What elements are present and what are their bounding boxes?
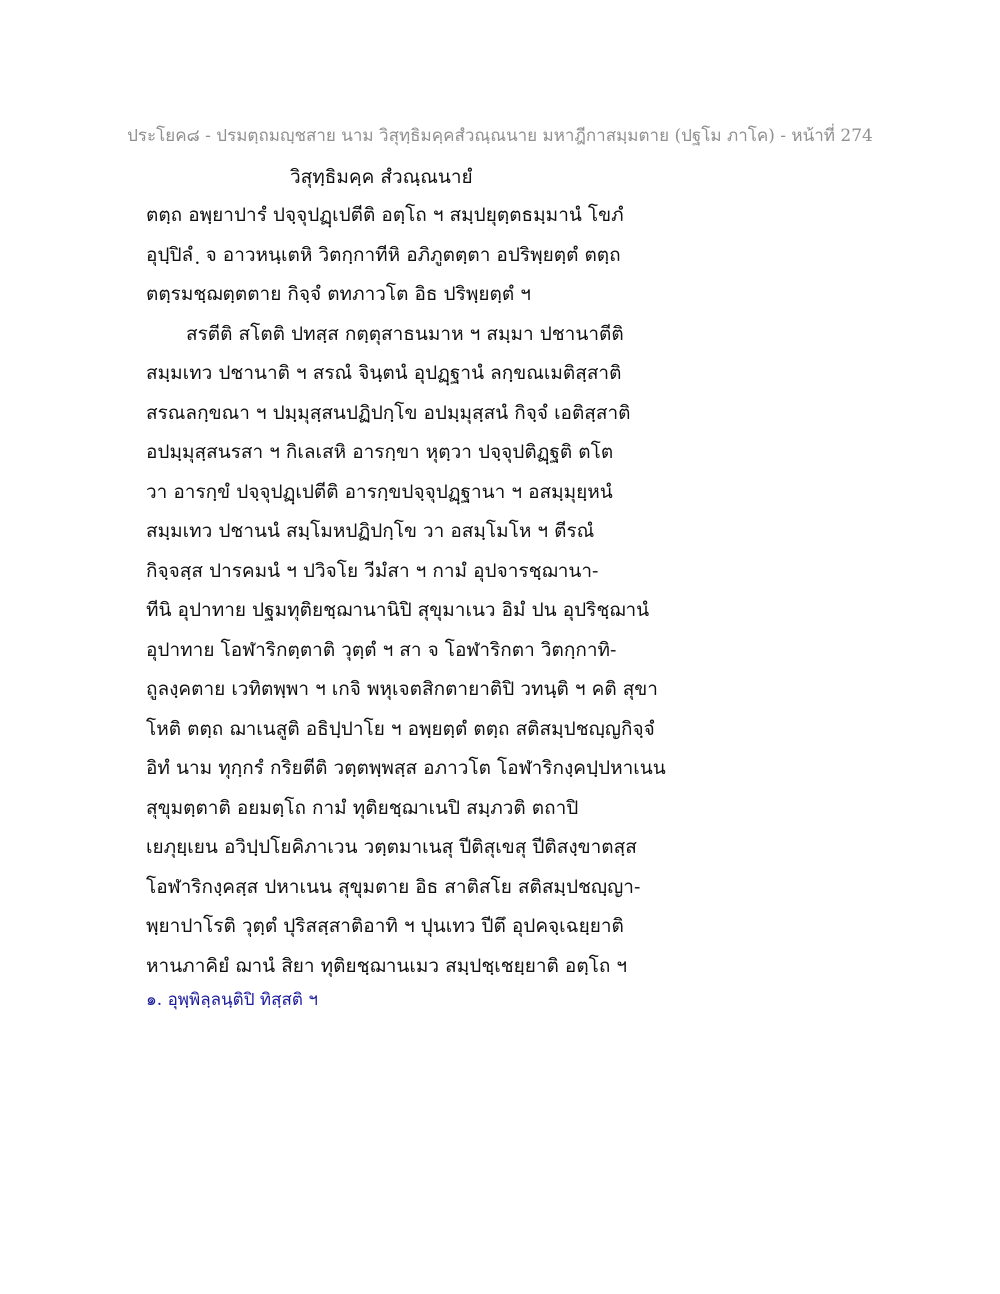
body-line: หานภาคิยํ ฌานํ สิยา ทุติยชฺฌานเมว สมฺปชฺเชยฺยาติ อตฺโถ ฯ — [146, 954, 628, 977]
body-line: โอฬาริกงฺคสฺส ปหาเนน สุขุมตาย อิธ สาติสโย สติสมฺปชญฺญา- — [146, 875, 641, 898]
body-line: สุขุมตฺตาติ อยมตฺโถ กามํ ทุติยชฺฌาเนปิ สมฺภวติ ตถาปิ — [146, 796, 579, 819]
footnote: ๑. อุพฺพิลฺลนฺติปิ ทิสฺสติ ฯ — [146, 990, 318, 1010]
body-line: ถูลงฺคตาย เวทิตพฺพา ฯ เกจิ พหุเจตสิกตายาติปิ วทนฺติ ฯ คติ สุขา — [146, 678, 658, 700]
body-line: สมฺมเทว ปชานนํ สมฺโมหปฏิปกฺโข วา อสมฺโมโห ฯ ตีรณํ — [146, 520, 595, 542]
body-line: สมฺมเทว ปชานาติ ฯ สรณํ จินฺตนํ อุปฏฺฐานํ ลกฺขณเมติสฺสาติ — [146, 362, 622, 384]
body-line: อุปาทาย โอฬาริกตฺตาติ วุตฺตํ ฯ สา จ โอฬาริกตา วิตกฺกาทิ- — [146, 638, 617, 661]
body-line: ตตฺถ อพฺยาปารํ ปจฺจุปฏฺเปตีติ อตฺโถ ฯ สมฺปยุตฺตธมฺมานํ โขภํ — [146, 204, 624, 226]
body-line: เยภุยฺเยน อวิปฺปโยคิภาเวน วตฺตมาเนสุ ปีติสุเขสุ ปีติสงฺขาตสฺส — [146, 836, 637, 858]
body-line: วา อารกฺขํ ปจฺจุปฏฺเปตีติ อารกฺขปจฺจุปฏฺฐานา ฯ อสมฺมุยฺหนํ — [146, 480, 613, 503]
body-line: โหติ ตตฺถ ฌาเนสูติ อธิปฺปาโย ฯ อพฺยตฺตํ ตตฺถ สติสมฺปชญฺญกิจฺจํ — [146, 717, 655, 740]
body-line: สรณลกฺขณา ฯ ปมฺมุสฺสนปฏิปกฺโข อปมฺมุสฺสนํ กิจฺจํ เอติสฺสาติ — [146, 401, 631, 424]
body-text — [146, 202, 866, 992]
body-line: อิทํ นาม ทุกฺกรํ กริยตีติ วตฺตพฺพสฺส อภาวโต โอฬาริกงฺคปฺปหาเนน — [146, 757, 666, 779]
body-line: กิจฺจสฺส ปารคมนํ ฯ ปวิจโย วีมํสา ฯ กามํ อุปจารชฺฌานา- — [146, 559, 599, 582]
paragraph-start-line: สรตีติ สโตติ ปทสฺส กตฺตุสาธนมาห ฯ สมฺมา ปชานาตีติ — [186, 322, 624, 345]
body-line: พฺยาปาโรติ วุตฺตํ ปุริสสฺสาติอาทิ ฯ ปุนเทว ปีตึ อุปคจฺเฉยฺยาติ — [146, 915, 624, 937]
book-title: วิสุทฺธิมคฺค สํวณฺณนายํ — [290, 166, 473, 188]
body-line: อปมฺมุสฺสนรสา ฯ กิเลเสหิ อารกฺขา หุตฺวา ปจฺจุปติฏฺฐติ ตโต — [146, 441, 614, 463]
body-line: ทีนิ อุปาทาย ปฐมทุติยชฺฌานานิปิ สุขุมาเนว อิมํ ปน อุปริชฺฌานํ — [146, 599, 650, 621]
body-line: ตตฺรมชฺฌตฺตตาย กิจฺจํ ตทภาวโต อิธ ปริพฺยตฺตํ ฯ — [146, 283, 531, 305]
page-header: ประโยค๘ - ปรมตฺถมญฺชสาย นาม วิสุทฺธิมคฺคสํวณฺณนาย มหาฎีกาสมฺมตาย (ปฐโม ภาโค) - หน้าที่ 274 — [127, 126, 873, 146]
body-line: อุปฺปิลํ ฺ จ อาวหนฺเตหิ วิตกฺกาทีหิ อภิภูตตฺตา อปริพฺยตฺตํ ตตฺถ — [146, 243, 621, 266]
